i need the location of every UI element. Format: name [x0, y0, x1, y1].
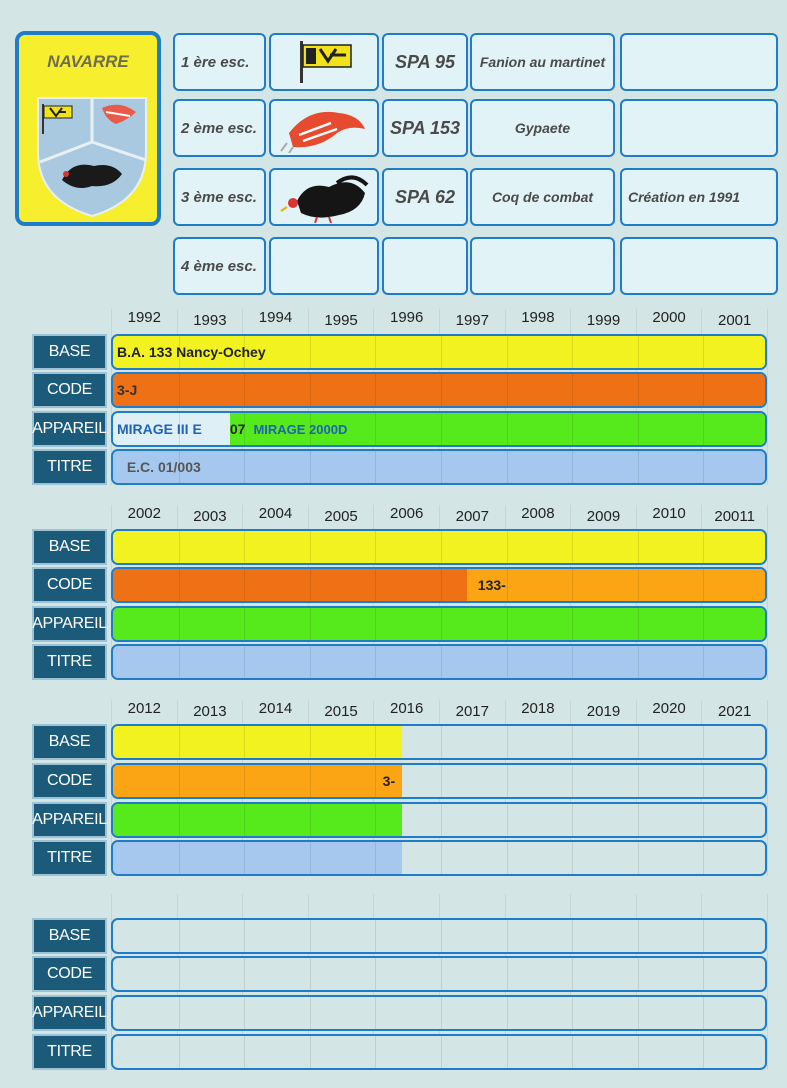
row-grid-line [572, 336, 573, 368]
row-grid-line [572, 569, 573, 601]
row-grid-line [572, 804, 573, 836]
row-grid-line [441, 997, 442, 1029]
squadron-4-esc-cell [173, 237, 266, 295]
year-label: 2019 [570, 700, 636, 722]
row-grid-line [375, 920, 376, 952]
squadron-esc: 2 ème esc. [181, 119, 257, 137]
squadron-note [622, 35, 776, 89]
titre-value-text: E.C. 01/003 [126, 459, 201, 475]
year-label: 1994 [242, 309, 308, 331]
row-grid-line [179, 726, 180, 758]
row-grid-line [375, 765, 376, 797]
year-label: 2010 [636, 505, 702, 527]
row-grid-line [310, 531, 311, 563]
year-label: 1992 [111, 309, 177, 331]
row-grid-line [179, 531, 180, 563]
row-grid-line [310, 920, 311, 952]
squadron-4-emblem-cell [269, 237, 379, 295]
row-grid-line [638, 646, 639, 678]
year-label: 2012 [111, 700, 177, 722]
appareil-value-text: 07 [229, 421, 246, 437]
year-label: 2006 [373, 505, 439, 527]
squadron-2-spa-cell [382, 99, 468, 157]
timeline-row-base [111, 724, 767, 760]
row-grid-line [638, 997, 639, 1029]
row-grid-line [638, 413, 639, 445]
row-grid-line [441, 336, 442, 368]
row-grid-line [244, 920, 245, 952]
row-grid-line [179, 804, 180, 836]
row-grid-line [179, 569, 180, 601]
row-grid-line [572, 726, 573, 758]
row-grid-line [572, 997, 573, 1029]
squadron-3-note-cell [620, 168, 778, 226]
timeline-row-base [111, 529, 767, 565]
timeline-row-code [111, 567, 767, 603]
squadron-1-emblem-cell [269, 33, 379, 91]
row-grid-line [375, 842, 376, 874]
row-grid-line [507, 920, 508, 952]
row-grid-line [507, 646, 508, 678]
row-grid-line [441, 569, 442, 601]
year-label: 2018 [505, 700, 571, 722]
row-grid-line [703, 997, 704, 1029]
row-grid-line [507, 997, 508, 1029]
row-grid-line [375, 531, 376, 563]
row-grid-line [703, 726, 704, 758]
row-grid-line [244, 646, 245, 678]
row-grid-line [507, 1036, 508, 1068]
squadron-3-name-cell [470, 168, 615, 226]
row-label-titre: TITRE [32, 1034, 107, 1070]
row-label-appareil: APPAREIL [32, 606, 107, 642]
row-grid-line [703, 1036, 704, 1068]
row-grid-line [179, 958, 180, 990]
row-grid-line [507, 336, 508, 368]
squadron-2-emblem-cell [269, 99, 379, 157]
code-period-bar [113, 374, 767, 406]
squadron-4-note-cell [620, 237, 778, 295]
row-grid-line [638, 569, 639, 601]
row-grid-line [507, 569, 508, 601]
squadron-name [472, 239, 613, 293]
year-label: 1993 [177, 309, 243, 331]
row-grid-line [310, 842, 311, 874]
row-label-base: BASE [32, 529, 107, 565]
squadron-2-name-cell [470, 99, 615, 157]
year-label: 2009 [570, 505, 636, 527]
row-grid-line [310, 646, 311, 678]
row-grid-line [375, 451, 376, 483]
year-label: 2001 [701, 309, 767, 331]
row-grid-line [244, 451, 245, 483]
squadron-3-esc-cell [173, 168, 266, 226]
crest-title: NAVARRE [47, 52, 129, 71]
row-grid-line [441, 531, 442, 563]
row-grid-line [507, 804, 508, 836]
row-grid-line [179, 646, 180, 678]
row-grid-line [572, 646, 573, 678]
year-label [177, 894, 243, 916]
year-label [505, 894, 571, 916]
squadron-crest [15, 31, 161, 226]
row-grid-line [179, 920, 180, 952]
row-label-appareil: APPAREIL [32, 802, 107, 838]
row-grid-line [572, 765, 573, 797]
base-value-text: B.A. 133 Nancy-Ochey [117, 344, 266, 360]
row-label-base: BASE [32, 334, 107, 370]
row-grid-line [375, 413, 376, 445]
row-grid-line [441, 1036, 442, 1068]
year-label [439, 894, 505, 916]
year-label [373, 894, 439, 916]
code-period-bar [467, 569, 767, 601]
year-label [701, 894, 767, 916]
code-value-text: 133- [477, 577, 506, 593]
squadron-3-emblem-cell [269, 168, 379, 226]
year-label: 1997 [439, 309, 505, 331]
row-grid-line [572, 374, 573, 406]
squadron-spa: SPA 62 [394, 186, 456, 207]
row-grid-line [507, 765, 508, 797]
row-grid-line [310, 451, 311, 483]
row-grid-line [703, 569, 704, 601]
timeline-row-titre [111, 1034, 767, 1070]
row-grid-line [507, 608, 508, 640]
row-grid-line [310, 726, 311, 758]
row-grid-line [179, 997, 180, 1029]
squadron-spa: SPA 95 [394, 51, 456, 72]
year-label [636, 894, 702, 916]
squadron-name: Gypaete [514, 120, 571, 136]
row-grid-line [703, 646, 704, 678]
row-grid-line [179, 608, 180, 640]
row-grid-line [507, 958, 508, 990]
row-label-titre: TITRE [32, 449, 107, 485]
year-label: 2013 [177, 700, 243, 722]
year-label: 2014 [242, 700, 308, 722]
row-grid-line [638, 920, 639, 952]
row-grid-line [441, 608, 442, 640]
row-grid-line [572, 1036, 573, 1068]
appareil-period-bar [113, 608, 767, 640]
row-grid-line [703, 374, 704, 406]
grid-line [767, 894, 768, 1070]
row-label-base: BASE [32, 724, 107, 760]
squadron-1-esc-cell [173, 33, 266, 91]
appareil-value-text: MIRAGE III E [117, 421, 202, 437]
row-grid-line [310, 336, 311, 368]
year-label: 2004 [242, 505, 308, 527]
year-label [242, 894, 308, 916]
titre-period-bar [113, 451, 767, 483]
row-grid-line [441, 842, 442, 874]
row-label-titre: TITRE [32, 644, 107, 680]
squadron-4-name-cell [470, 237, 615, 295]
year-header [111, 309, 767, 331]
year-label: 2007 [439, 505, 505, 527]
row-grid-line [507, 531, 508, 563]
timeline-row-titre [111, 644, 767, 680]
squadron-4-spa-cell [382, 237, 468, 295]
row-grid-line [703, 451, 704, 483]
row-grid-line [310, 374, 311, 406]
timeline-row-appareil [111, 411, 767, 447]
timeline-row-appareil [111, 995, 767, 1031]
year-header [111, 894, 767, 916]
row-grid-line [244, 569, 245, 601]
row-label-code: CODE [32, 372, 107, 408]
row-grid-line [244, 726, 245, 758]
row-grid-line [572, 842, 573, 874]
row-grid-line [179, 374, 180, 406]
timeline-row-base [111, 334, 767, 370]
row-grid-line [572, 451, 573, 483]
squadron-name: Coq de combat [491, 189, 594, 205]
row-grid-line [507, 413, 508, 445]
titre-period-bar [113, 842, 402, 874]
year-label: 2002 [111, 505, 177, 527]
titre-period-bar [113, 646, 767, 678]
row-label-appareil: APPAREIL [32, 995, 107, 1031]
squadron-note [622, 101, 776, 155]
year-label: 2015 [308, 700, 374, 722]
row-grid-line [507, 451, 508, 483]
timeline-row-code [111, 763, 767, 799]
fanion-martinet-icon [271, 35, 377, 89]
row-grid-line [441, 920, 442, 952]
grid-line [767, 505, 768, 680]
row-grid-line [703, 413, 704, 445]
row-grid-line [244, 804, 245, 836]
row-grid-line [572, 531, 573, 563]
year-label: 2020 [636, 700, 702, 722]
timeline-row-appareil [111, 606, 767, 642]
squadron-note [622, 239, 776, 293]
squadron-spa: SPA 153 [389, 117, 461, 138]
appareil-value-text: MIRAGE 2000D [253, 421, 348, 437]
row-grid-line [507, 726, 508, 758]
row-grid-line [179, 842, 180, 874]
year-label: 1998 [505, 309, 571, 331]
row-grid-line [703, 531, 704, 563]
year-label [308, 894, 374, 916]
squadron-3-spa-cell [382, 168, 468, 226]
gypaete-icon [271, 101, 377, 155]
squadron-2-esc-cell [173, 99, 266, 157]
year-label: 2021 [701, 700, 767, 722]
row-grid-line [638, 608, 639, 640]
row-label-titre: TITRE [32, 840, 107, 876]
row-grid-line [572, 958, 573, 990]
row-grid-line [441, 413, 442, 445]
squadron-name: Fanion au martinet [479, 54, 606, 70]
row-grid-line [441, 646, 442, 678]
row-grid-line [638, 374, 639, 406]
row-grid-line [375, 1036, 376, 1068]
row-grid-line [375, 646, 376, 678]
squadron-esc: 3 ème esc. [181, 188, 257, 206]
row-grid-line [638, 726, 639, 758]
code-value-text: 3-J [117, 382, 138, 398]
year-label: 2005 [308, 505, 374, 527]
year-label: 1996 [373, 309, 439, 331]
row-grid-line [310, 804, 311, 836]
row-grid-line [638, 958, 639, 990]
row-grid-line [441, 451, 442, 483]
row-grid-line [179, 1036, 180, 1068]
timeline-row-code [111, 956, 767, 992]
row-grid-line [572, 608, 573, 640]
timeline-row-base [111, 918, 767, 954]
squadron-esc: 1 ère esc. [181, 53, 250, 71]
row-grid-line [244, 531, 245, 563]
row-grid-line [638, 1036, 639, 1068]
row-grid-line [638, 804, 639, 836]
squadron-1-spa-cell [382, 33, 468, 91]
squadron-esc: 4 ème esc. [181, 257, 257, 275]
row-grid-line [244, 1036, 245, 1068]
year-label: 20011 [701, 505, 767, 527]
row-grid-line [244, 997, 245, 1029]
coq-icon [271, 170, 377, 224]
row-grid-line [375, 608, 376, 640]
grid-line [767, 309, 768, 485]
year-label [570, 894, 636, 916]
year-label [111, 894, 177, 916]
year-label: 1999 [570, 309, 636, 331]
row-grid-line [638, 451, 639, 483]
row-grid-line [638, 336, 639, 368]
row-grid-line [572, 413, 573, 445]
row-grid-line [310, 569, 311, 601]
crest-shield-icon [32, 90, 152, 220]
squadron-1-name-cell [470, 33, 615, 91]
row-grid-line [703, 920, 704, 952]
row-label-code: CODE [32, 763, 107, 799]
row-label-appareil: APPAREIL [32, 411, 107, 447]
row-grid-line [375, 804, 376, 836]
row-grid-line [244, 374, 245, 406]
year-label: 1995 [308, 309, 374, 331]
row-grid-line [375, 336, 376, 368]
row-grid-line [310, 765, 311, 797]
row-grid-line [375, 958, 376, 990]
row-grid-line [441, 958, 442, 990]
row-grid-line [375, 997, 376, 1029]
squadron-1-note-cell [620, 33, 778, 91]
squadron-note: Création en 1991 [628, 189, 741, 205]
code-value-text: 3- [382, 773, 396, 789]
row-grid-line [507, 374, 508, 406]
year-label: 2016 [373, 700, 439, 722]
row-grid-line [375, 726, 376, 758]
row-grid-line [375, 374, 376, 406]
row-grid-line [703, 804, 704, 836]
row-grid-line [703, 842, 704, 874]
row-grid-line [310, 608, 311, 640]
row-grid-line [703, 608, 704, 640]
year-label: 2017 [439, 700, 505, 722]
row-label-base: BASE [32, 918, 107, 954]
year-header [111, 700, 767, 722]
row-grid-line [310, 1036, 311, 1068]
row-grid-line [572, 920, 573, 952]
squadron-2-note-cell [620, 99, 778, 157]
row-grid-line [310, 997, 311, 1029]
row-grid-line [244, 765, 245, 797]
code-period-bar [113, 569, 467, 601]
row-label-code: CODE [32, 956, 107, 992]
base-period-bar [113, 726, 402, 758]
row-grid-line [179, 765, 180, 797]
row-grid-line [244, 842, 245, 874]
timeline-row-titre [111, 449, 767, 485]
grid-line [767, 700, 768, 876]
row-grid-line [703, 765, 704, 797]
timeline-row-titre [111, 840, 767, 876]
year-label: 2008 [505, 505, 571, 527]
timeline-row-code [111, 372, 767, 408]
year-label: 2003 [177, 505, 243, 527]
row-grid-line [375, 569, 376, 601]
row-grid-line [638, 842, 639, 874]
row-grid-line [507, 842, 508, 874]
row-grid-line [441, 726, 442, 758]
row-grid-line [310, 958, 311, 990]
year-label: 2000 [636, 309, 702, 331]
appareil-period-bar [113, 804, 402, 836]
row-grid-line [244, 958, 245, 990]
squadron-spa [384, 239, 466, 293]
row-grid-line [638, 765, 639, 797]
timeline-row-appareil [111, 802, 767, 838]
year-header [111, 505, 767, 527]
row-label-code: CODE [32, 567, 107, 603]
row-grid-line [244, 608, 245, 640]
row-grid-line [441, 374, 442, 406]
base-period-bar [113, 531, 767, 563]
code-period-bar [113, 765, 402, 797]
row-grid-line [441, 804, 442, 836]
row-grid-line [703, 958, 704, 990]
row-grid-line [441, 765, 442, 797]
row-grid-line [638, 531, 639, 563]
row-grid-line [703, 336, 704, 368]
